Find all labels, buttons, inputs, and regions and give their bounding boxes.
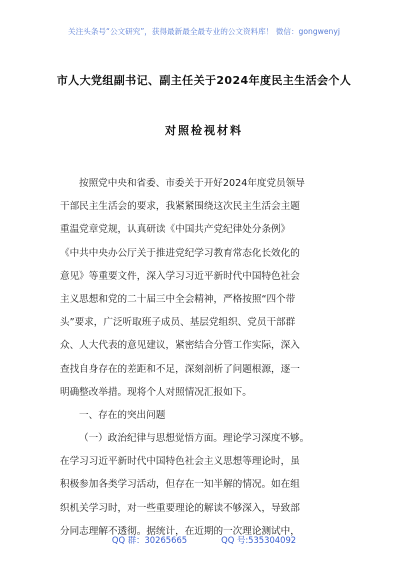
body-line: 众、人大代表的意见建议，紧密结合分管工作实际，深入 xyxy=(60,340,300,352)
body-line: 头”要求，广泛听取班子成员、基层党组织、党员干部群 xyxy=(60,317,296,329)
body-line: （一）政治纪律与思想觉悟方面。理论学习深度不够。 xyxy=(79,433,310,445)
body-line: 意见》等重要文件，深入学习习近平新时代中国特色社会 xyxy=(60,270,300,282)
footer-contact xyxy=(0,534,408,546)
qq-number-link[interactable]: QQ 号:535304092 xyxy=(221,535,297,545)
body-line: 干部民主生活会的要求，我紧紧围绕这次民主生活会主题 xyxy=(60,201,300,213)
body-line: 重温党章党规，认真研读《中国共产党纪律处分条例》 xyxy=(60,224,291,236)
body-line: 主义思想和党的二十届三中全会精神，严格按照“四个带 xyxy=(60,293,296,305)
body-line: 分同志理解不透彻。据统计，在近期的一次理论测试中， xyxy=(60,525,300,537)
document-title: 市人大党组副书记、副主任关于2024年度民主生活会个人 xyxy=(56,74,352,87)
body-line: 积极参加各类学习活动，但存在一知半解的情况。如在组 xyxy=(60,479,300,491)
body-line: 《中共中央办公厅关于推进党纪学习教育常态化长效化的 xyxy=(60,247,300,259)
promo-banner[interactable]: 关注头条号“公文研究”，获得最新最全最专业的公文资料库！ 微信：gongwenyj xyxy=(68,27,340,36)
body-line: 查找自身存在的差距和不足，深刻剖析了问题根源，逐一 xyxy=(60,363,300,375)
body-line: 按照党中央和省委、市委关于开好2024年度党员领导 xyxy=(79,178,305,189)
document-title-continued: 对照检视材料 xyxy=(165,124,243,137)
section-heading: 一、存在的突出问题 xyxy=(79,409,166,421)
body-line: 织机关学习时，对一些重要理论的解读不够深入，导致部 xyxy=(60,502,300,514)
body-line: 明确整改举措。现将个人对照情况汇报如下。 xyxy=(60,386,252,398)
qq-group-link[interactable]: QQ 群：30265665 xyxy=(111,535,188,545)
document-body xyxy=(60,172,350,543)
body-line: 在学习习近平新时代中国特色社会主义思想等理论时，虽 xyxy=(60,456,300,468)
